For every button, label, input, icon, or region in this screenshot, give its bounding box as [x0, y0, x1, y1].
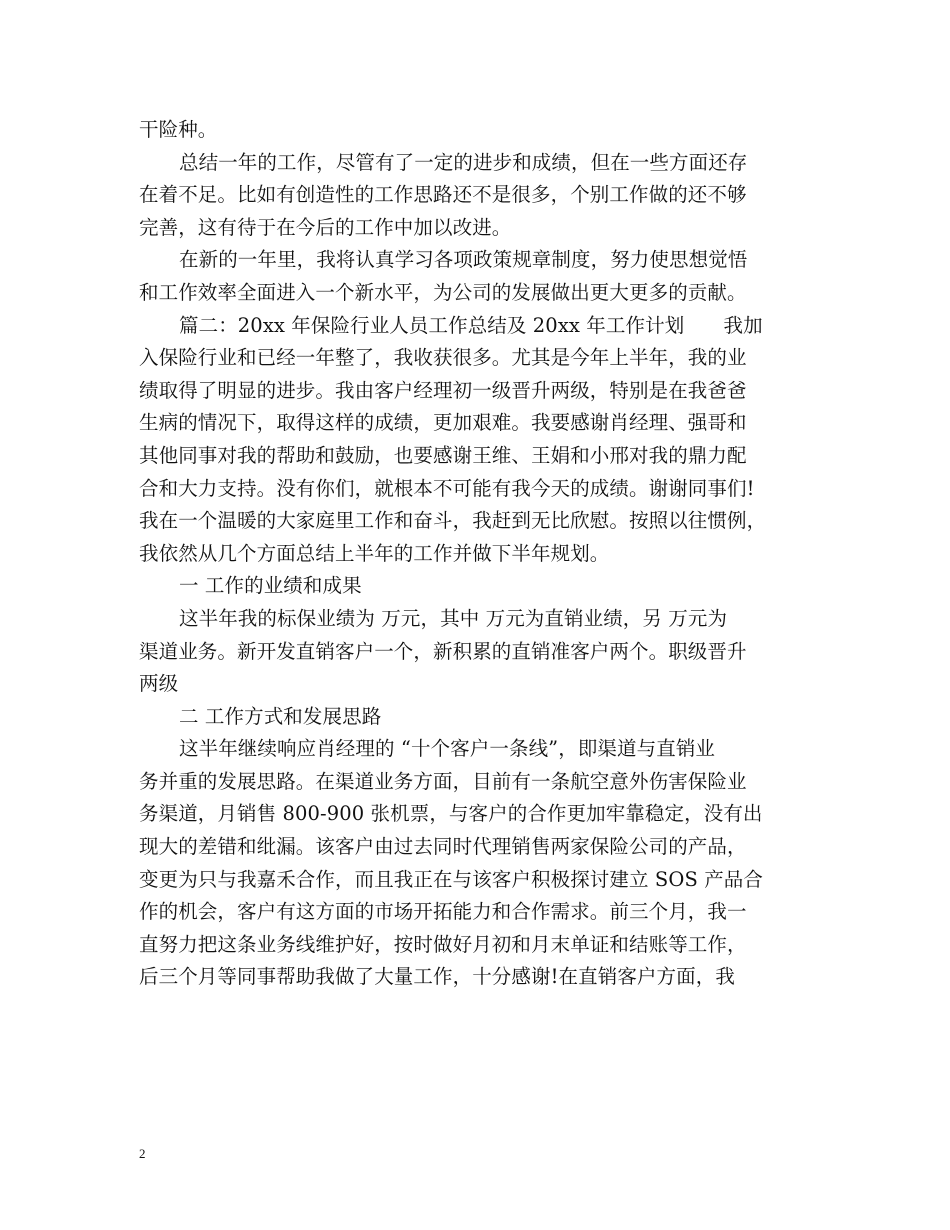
paragraph-start-line: 总结一年的工作，尽管有了一定的进步和成绩，但在一些方面还存	[179, 150, 748, 174]
text-line: 我依然从几个方面总结上半年的工作并做下半年规划。	[139, 541, 610, 565]
text-line: 渠道业务。新开发直销客户一个，新积累的直销准客户两个。职级晋升	[139, 639, 747, 663]
text-line: 直努力把这条业务线维护好，按时做好月初和月末单证和结账等工作，	[139, 932, 747, 956]
text-line: 变更为只与我嘉禾合作，而且我正在与该客户积极探讨建立 SOS 产品合	[139, 867, 764, 891]
text-line: 完善，这有待于在今后的工作中加以改进。	[139, 215, 512, 239]
text-line: 生病的情况下，取得这样的成绩，更加艰难。我要感谢肖经理、强哥和	[139, 411, 747, 435]
text-line: 务并重的发展思路。在渠道业务方面，目前有一条航空意外伤害保险业	[139, 769, 747, 793]
document-body	[139, 114, 829, 994]
text-line: 两级	[139, 672, 179, 696]
text-line: 绩取得了明显的进步。我由客户经理初一级晋升两级，特别是在我爸爸	[139, 378, 747, 402]
page-number: 2	[139, 1146, 146, 1161]
section-heading: 一 工作的业绩和成果	[179, 574, 362, 598]
text-line: 其他同事对我的帮助和鼓励，也要感谢王维、王娟和小邢对我的鼎力配	[139, 443, 747, 467]
text-line: 后三个月等同事帮助我做了大量工作，十分感谢!在直销客户方面，我	[139, 965, 735, 989]
text-line: 务渠道，月销售 800-900 张机票，与客户的合作更加牢靠稳定，没有出	[139, 802, 763, 826]
text-line: 在着不足。比如有创造性的工作思路还不是很多，个别工作做的还不够	[139, 183, 747, 207]
text-line: 现大的差错和纰漏。该客户由过去同时代理销售两家保险公司的产品，	[139, 835, 747, 859]
section-heading: 二 工作方式和发展思路	[179, 704, 382, 728]
text-line: 和工作效率全面进入一个新水平，为公司的发展做出更大更多的贡献。	[139, 280, 747, 304]
text-line: 我在一个温暖的大家庭里工作和奋斗，我赶到无比欣慰。按照以往惯例，	[139, 509, 767, 533]
text-line: 作的机会，客户有这方面的市场开拓能力和合作需求。前三个月，我一	[139, 900, 747, 924]
paragraph-start-line: 在新的一年里，我将认真学习各项政策规章制度，努力使思想觉悟	[179, 248, 748, 272]
paragraph-start-line: 这半年继续响应肖经理的 “十个客户一条线”，即渠道与直销业	[179, 737, 716, 761]
section-heading-line: 篇二：20xx 年保险行业人员工作总结及 20xx 年工作计划 我加	[179, 313, 763, 337]
paragraph-start-line: 这半年我的标保业绩为 万元，其中 万元为直销业绩，另 万元为	[179, 606, 728, 630]
text-line: 干险种。	[139, 118, 218, 141]
text-line: 入保险行业和已经一年整了，我收获很多。尤其是今年上半年，我的业	[139, 346, 747, 370]
text-line: 合和大力支持。没有你们，就根本不可能有我今天的成绩。谢谢同事们!	[139, 476, 755, 500]
